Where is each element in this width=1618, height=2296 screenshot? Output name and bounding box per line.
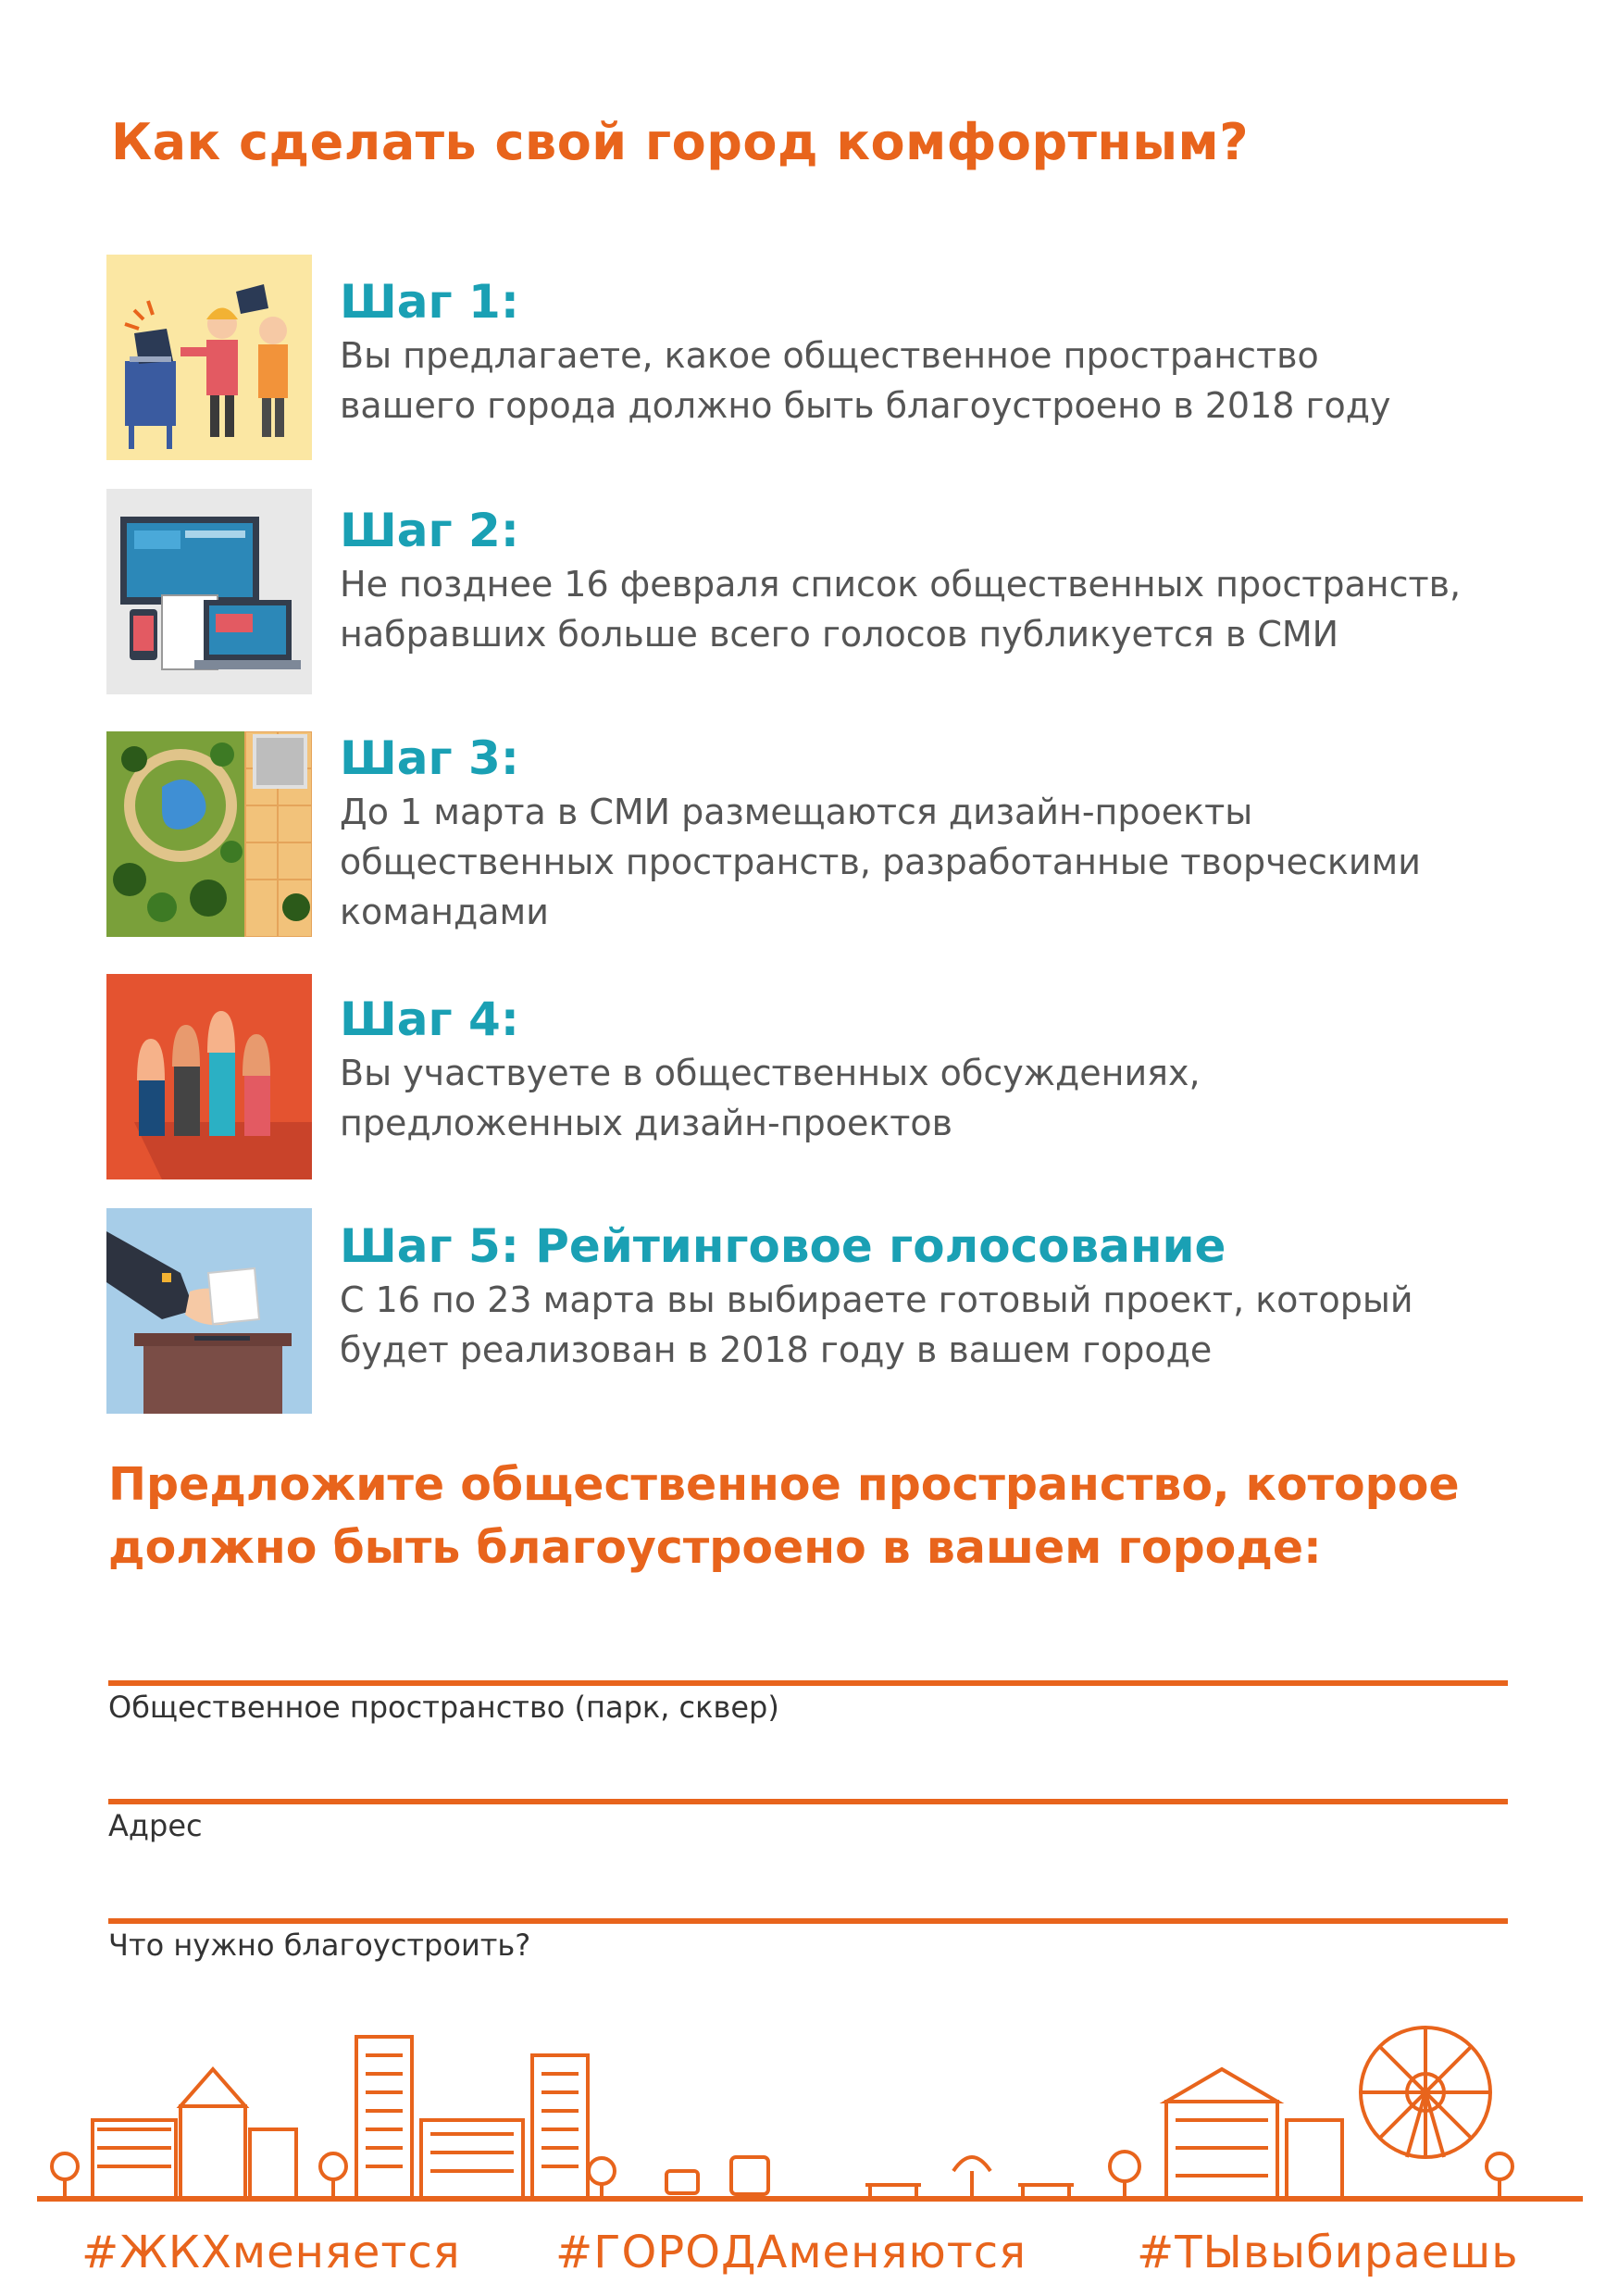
improvement-label: Что нужно благоустроить? [108, 1928, 531, 1963]
voting-people-icon [106, 255, 312, 460]
media-devices-icon [106, 489, 312, 694]
park-plan-icon [106, 731, 312, 937]
improvement-input-line[interactable] [108, 1918, 1508, 1924]
step-title: Шаг 1: [340, 275, 519, 329]
step-title: Шаг 3: [340, 731, 519, 785]
step-2 [340, 502, 1571, 659]
city-skyline-illustration [28, 2018, 1592, 2203]
step-5 [340, 1217, 1571, 1375]
step-title: Шаг 4: [340, 992, 519, 1046]
call-to-action-heading: Предложите общественное пространство, которое должно быть благоустроено в вашем городе: [108, 1458, 1460, 1574]
step-description: С 16 по 23 марта вы выбираете готовый проект, который будет реализован в 2018 году в вашем городе [340, 1279, 1413, 1370]
step-title: Шаг 2: [340, 504, 519, 557]
step-description: Вы предлагаете, какое общественное пространство вашего города должно быть благоустроено в 2018 году [340, 335, 1391, 426]
step-description: Не позднее 16 февраля список общественных пространств, набравших больше всего голосов публикуется в СМИ [340, 564, 1462, 655]
step-description: Вы участвуете в общественных обсуждениях, предложенных дизайн-проектов [340, 1053, 1201, 1143]
address-label: Адрес [108, 1808, 203, 1843]
space-label: Общественное пространство (парк, сквер) [108, 1690, 779, 1725]
step-1 [340, 273, 1571, 430]
hashtag[interactable]: #ЖКХменяется [81, 2227, 461, 2278]
hashtag[interactable]: #ТЫвыбираешь [1137, 2227, 1519, 2278]
step-title: Шаг 5: Рейтинговое голосование [340, 1219, 1226, 1273]
raised-hands-icon [106, 974, 312, 1179]
page-title: Как сделать свой город комфортным? [111, 113, 1250, 171]
ballot-box-icon [106, 1208, 312, 1414]
address-input-line[interactable] [108, 1799, 1508, 1804]
step-3 [340, 730, 1571, 937]
step-description: До 1 марта в СМИ размещаются дизайн-проекты общественных пространств, разработанные творческими командами [340, 792, 1421, 932]
hashtag[interactable]: #ГОРОДАменяются [555, 2227, 1027, 2278]
space-input-line[interactable] [108, 1680, 1508, 1686]
hashtags [0, 2227, 1618, 2282]
step-4 [340, 991, 1571, 1148]
